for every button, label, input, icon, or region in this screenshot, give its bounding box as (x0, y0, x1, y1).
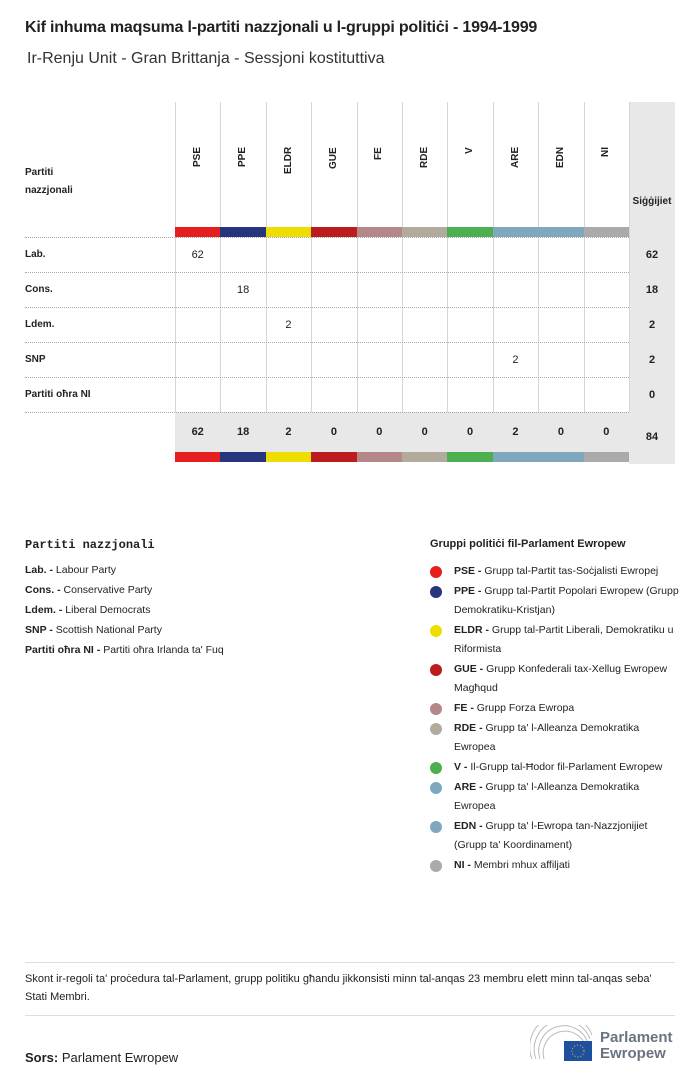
table-cell: 18 (236, 283, 250, 296)
group-color-bar (311, 452, 356, 462)
group-abbr: V - (454, 761, 468, 773)
column-total: 2 (285, 426, 292, 438)
divider (25, 1015, 675, 1016)
party-abbr: Lab. - (25, 564, 53, 576)
group-abbr: GUE - (454, 663, 484, 675)
grand-total: 84 (645, 431, 659, 443)
group-color-bar (584, 227, 629, 237)
source (25, 1050, 178, 1065)
legend-group-item (430, 817, 680, 855)
group-color-bar (584, 452, 629, 462)
group-abbr: FE - (454, 702, 474, 714)
row-label: Partiti oħra NI (25, 389, 91, 400)
party-abbr: SNP - (25, 624, 53, 636)
group-header-ppe: PPE (237, 147, 249, 168)
seats-table (25, 102, 675, 464)
group-name: Membri mhux affiljati (473, 859, 570, 871)
group-color-dot (430, 821, 442, 833)
legend-group-item (430, 699, 680, 718)
party-name: Liberal Democrats (65, 604, 151, 616)
column-total: 2 (512, 426, 519, 438)
page-title: Kif inhuma maqsuma l-partiti nazzjonali u l-gruppi politiċi - 1994-1999 (25, 19, 538, 36)
column-total: 0 (376, 426, 383, 438)
group-color-dot (430, 860, 442, 872)
column-total: 0 (467, 426, 474, 438)
row-total: 0 (648, 388, 656, 401)
column-divider (538, 102, 539, 412)
party-name: Partiti oħra Irlanda ta' Fuq (103, 644, 224, 656)
column-total: 18 (236, 426, 250, 438)
group-header-edn: EDN (554, 147, 566, 169)
legend-party-item (25, 644, 405, 656)
group-color-bar (402, 227, 447, 237)
group-color-dot (430, 586, 442, 598)
column-divider (266, 102, 267, 412)
column-total: 0 (421, 426, 428, 438)
row-total: 62 (645, 248, 659, 261)
source-label: Sors: (25, 1050, 59, 1065)
logo-line2: Ewropew (600, 1045, 666, 1062)
total-header: Siġġijiet (632, 196, 672, 207)
column-total: 0 (603, 426, 610, 438)
legend-group-item (430, 621, 680, 659)
row-label: Ldem. (25, 319, 55, 330)
group-header-v: V (464, 147, 476, 154)
row-label: Cons. (25, 284, 53, 295)
row-divider (25, 377, 629, 378)
party-name: Labour Party (55, 564, 117, 576)
row-total: 2 (648, 353, 656, 366)
group-name: Grupp tal-Partit Popolari Ewropew (Grupp Demokratiku-Kristjan) (454, 585, 679, 616)
legend-party-item (25, 564, 405, 576)
group-name: Grupp tal-Partit Liberali, Demokratiku u Riformista (454, 624, 674, 655)
column-divider (402, 102, 403, 412)
group-header-eldr: ELDR (282, 147, 294, 175)
column-total: 0 (557, 426, 564, 438)
row-divider (25, 307, 629, 308)
group-color-dot (430, 664, 442, 676)
row-label: Lab. (25, 249, 46, 260)
row-divider (25, 237, 629, 238)
group-name: Grupp ta' l-Alleanza Demokratika Ewropea (454, 781, 640, 812)
group-name: Grupp tal-Partit tas-Soċjalisti Ewropej (484, 565, 659, 577)
group-color-bar (538, 227, 583, 237)
group-color-dot (430, 723, 442, 735)
logo-line1: Parlament (600, 1029, 673, 1046)
row-divider (25, 342, 629, 343)
group-name: Grupp ta' l-Alleanza Demokratika Ewropea (454, 722, 640, 753)
legend-group-item (430, 582, 680, 620)
row-label: SNP (25, 354, 46, 365)
group-color-bar (175, 452, 220, 462)
group-color-dot (430, 762, 442, 774)
group-header-are: ARE (509, 147, 521, 169)
group-abbr: PSE - (454, 565, 482, 577)
legend-parties-title: Partiti nazzjonali (25, 538, 155, 552)
page-subtitle: Ir-Renju Unit - Gran Brittanja - Sessjoni kostituttiva (27, 50, 385, 67)
group-color-bar (493, 227, 538, 237)
legend-political-groups (430, 538, 680, 876)
column-total: 0 (330, 426, 337, 438)
group-header-fe: FE (373, 147, 385, 160)
column-divider (447, 102, 448, 412)
column-divider (220, 102, 221, 412)
group-abbr: ELDR - (454, 624, 489, 636)
parliament-logo (530, 1025, 680, 1065)
hemicycle-icon (530, 1025, 594, 1061)
legend-group-item (430, 856, 680, 875)
party-name: Conservative Party (63, 584, 153, 596)
group-color-bar (220, 227, 265, 237)
party-name: Scottish National Party (55, 624, 162, 636)
group-color-bar (538, 452, 583, 462)
group-color-bar (493, 452, 538, 462)
party-abbr: Partiti oħra NI - (25, 644, 101, 656)
group-color-bar (357, 452, 402, 462)
legend-party-item (25, 604, 405, 616)
footnote: Skont ir-regoli ta' proċedura tal-Parlament, grupp politiku għandu jikkonsisti minn tal-anqas 23 membru elett minn tal-anqas seba' Stati Membri. (25, 973, 652, 1003)
legend-group-item (430, 778, 680, 816)
source-value: Parlament Ewropew (61, 1050, 179, 1065)
group-color-bar (447, 227, 492, 237)
group-name: Grupp Forza Ewropa (476, 702, 575, 714)
row-total: 18 (645, 283, 659, 296)
legend-national-parties (25, 538, 405, 664)
column-total: 62 (191, 426, 204, 438)
group-abbr: PPE - (454, 585, 482, 597)
group-color-dot (430, 625, 442, 637)
group-abbr: NI - (454, 859, 471, 871)
group-color-bar (266, 227, 311, 237)
table-cell: 2 (512, 353, 519, 366)
legend-party-item (25, 624, 405, 636)
column-divider (357, 102, 358, 412)
group-header-ni: NI (600, 147, 612, 157)
row-divider (25, 272, 629, 273)
group-color-bar (220, 452, 265, 462)
column-divider (311, 102, 312, 412)
group-color-bar (357, 227, 402, 237)
row-header: Partiti nazzjonali (25, 167, 73, 196)
row-total: 2 (648, 318, 656, 331)
group-color-dot (430, 566, 442, 578)
group-name: Grupp ta' l-Ewropa tan-Nazzjonijiet (Grupp ta' Koordinament) (454, 820, 648, 851)
group-header-gue: GUE (327, 147, 339, 169)
group-abbr: EDN - (454, 820, 483, 832)
group-color-bar (266, 452, 311, 462)
table-cell: 2 (285, 318, 292, 331)
table-cell: 62 (191, 248, 204, 261)
group-color-bar (402, 452, 447, 462)
group-name: Grupp Konfederali tax-Xellug Ewropew Magħqud (454, 663, 668, 694)
legend-group-item (430, 758, 680, 777)
legend-group-item (430, 719, 680, 757)
party-abbr: Ldem. - (25, 604, 63, 616)
legend-groups-title: Gruppi politiċi fil-Parlament Ewropew (430, 538, 626, 550)
group-color-bar (311, 227, 356, 237)
party-abbr: Cons. - (25, 584, 61, 596)
group-color-bar (175, 227, 220, 237)
group-header-pse: PSE (191, 147, 203, 168)
group-abbr: ARE - (454, 781, 483, 793)
legend-group-item (430, 660, 680, 698)
group-color-dot (430, 782, 442, 794)
group-abbr: RDE - (454, 722, 483, 734)
column-divider (584, 102, 585, 412)
group-color-bar (447, 452, 492, 462)
group-name: Il-Grupp tal-Ħodor fil-Parlament Ewropew (470, 761, 663, 773)
group-header-rde: RDE (418, 147, 430, 169)
divider (25, 962, 675, 963)
legend-group-item (430, 562, 680, 581)
legend-party-item (25, 584, 405, 596)
group-color-dot (430, 703, 442, 715)
